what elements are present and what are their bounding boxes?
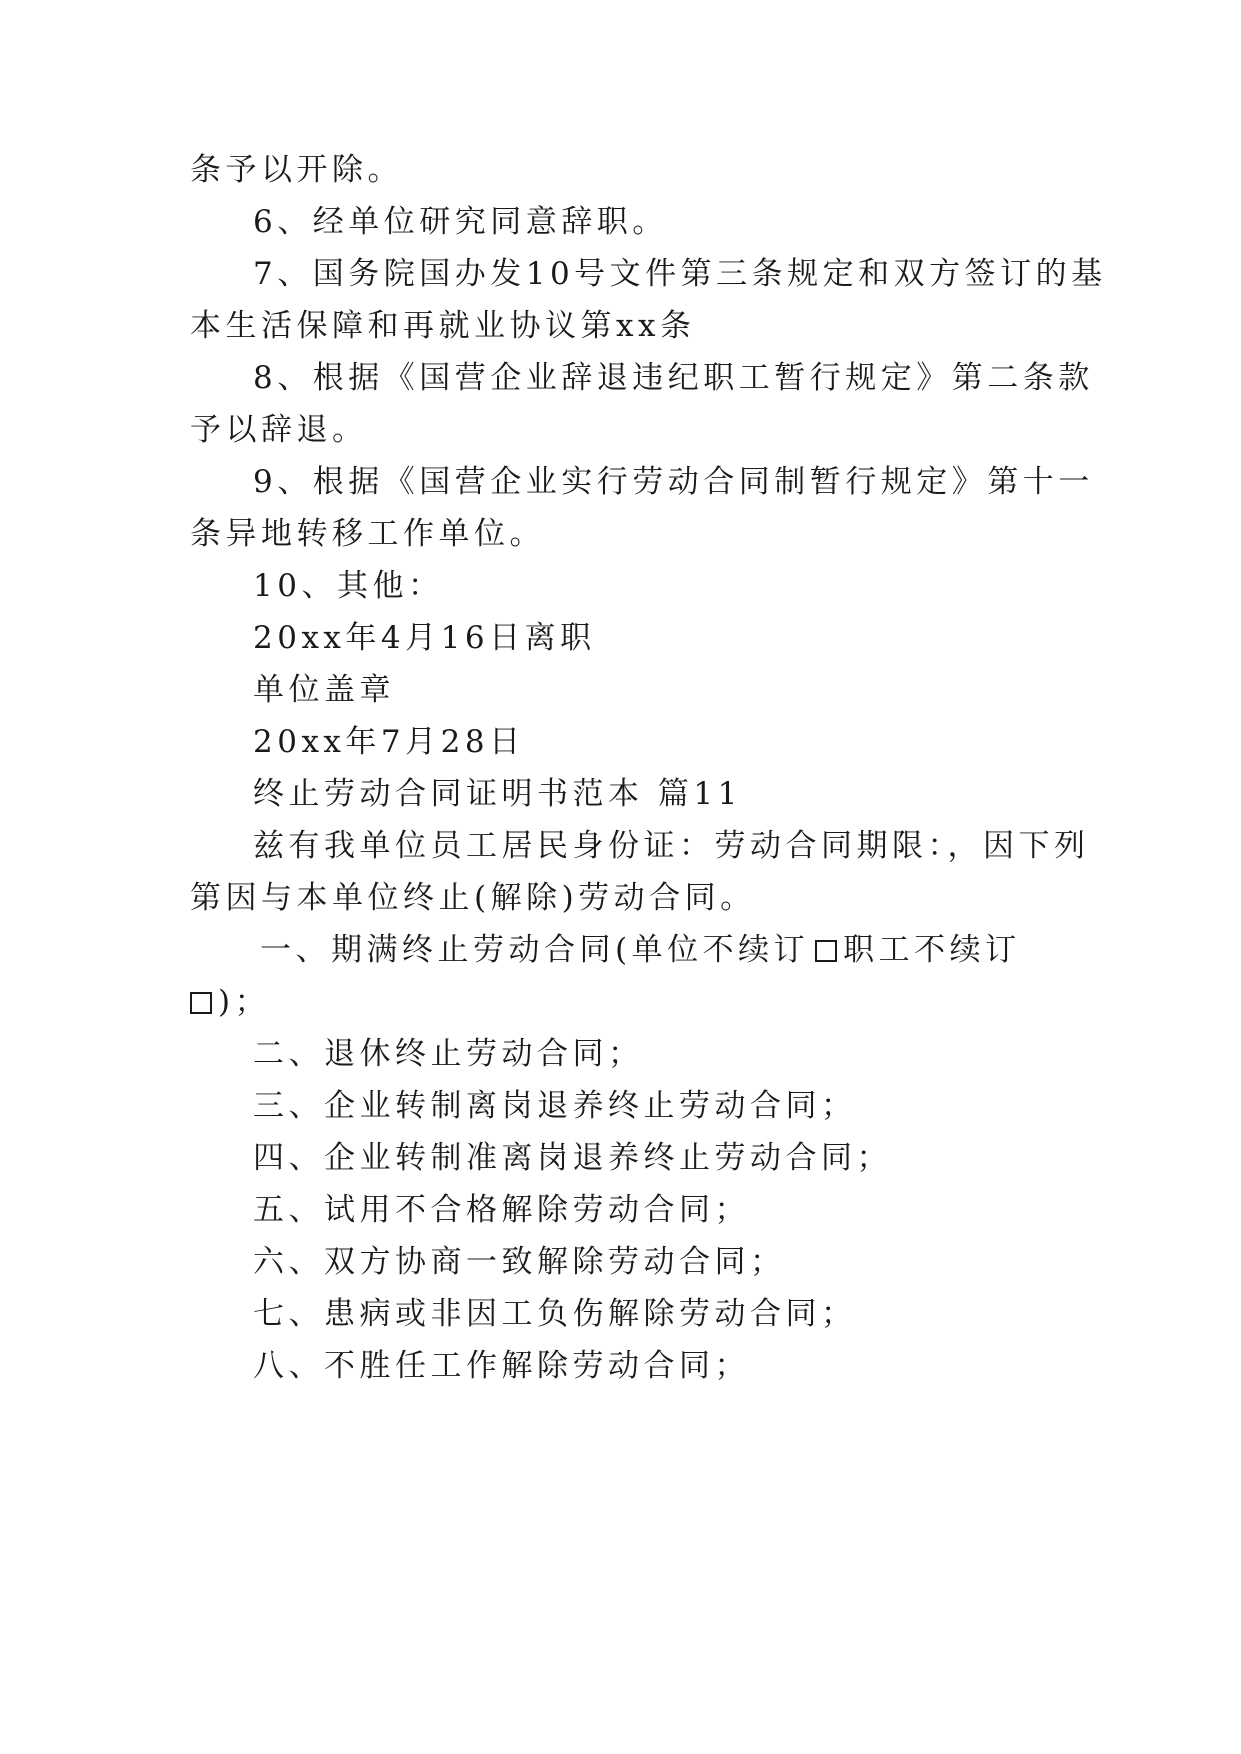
option-text: 职工不续订 xyxy=(843,932,1021,968)
text-line: 6、经单位研究同意辞职。 xyxy=(253,204,668,240)
document-page xyxy=(190,0,1107,1754)
option-line xyxy=(190,980,270,1024)
date-line: 20xx年4月16日离职 xyxy=(253,620,596,656)
unit-not-renew-checkbox[interactable] xyxy=(815,940,837,962)
seal-label: 单位盖章 xyxy=(253,672,395,708)
list-item: 六、双方协商一致解除劳动合同； xyxy=(253,1244,786,1280)
option-text: )； xyxy=(218,984,271,1020)
section-title: 终止劳动合同证明书范本 篇11 xyxy=(253,776,742,812)
text-line: 9、根据《国营企业实行劳动合同制暂行规定》第十一 xyxy=(253,464,1094,500)
staff-not-renew-checkbox[interactable] xyxy=(190,992,212,1014)
list-item: 二、退休终止劳动合同； xyxy=(253,1036,644,1072)
list-item: 七、患病或非因工负伤解除劳动合同； xyxy=(253,1296,857,1332)
text-line: 本生活保障和再就业协议第xx条 xyxy=(190,308,696,344)
list-item: 三、企业转制离岗退养终止劳动合同； xyxy=(253,1088,857,1124)
text-line: 予以辞退。 xyxy=(190,412,368,448)
list-item: 八、不胜任工作解除劳动合同； xyxy=(253,1348,750,1384)
list-item: 四、企业转制准离岗退养终止劳动合同； xyxy=(253,1140,892,1176)
text-line: 兹有我单位员工居民身份证：劳动合同期限：，因下列 xyxy=(253,828,1090,864)
date-line: 20xx年7月28日 xyxy=(253,724,525,760)
text-line: 7、国务院国办发10号文件第三条规定和双方签订的基 xyxy=(253,256,1107,292)
text-line: 条异地转移工作单位。 xyxy=(190,516,545,552)
text-line: 10、其他： xyxy=(253,568,444,604)
option-line xyxy=(260,928,1021,972)
option-text: 一、期满终止劳动合同(单位不续订 xyxy=(260,932,810,968)
text-line: 8、根据《国营企业辞退违纪职工暂行规定》第二条款 xyxy=(253,360,1094,396)
text-line: 条予以开除。 xyxy=(190,152,403,188)
list-item: 五、试用不合格解除劳动合同； xyxy=(253,1192,750,1228)
text-line: 第因与本单位终止(解除)劳动合同。 xyxy=(190,880,756,916)
